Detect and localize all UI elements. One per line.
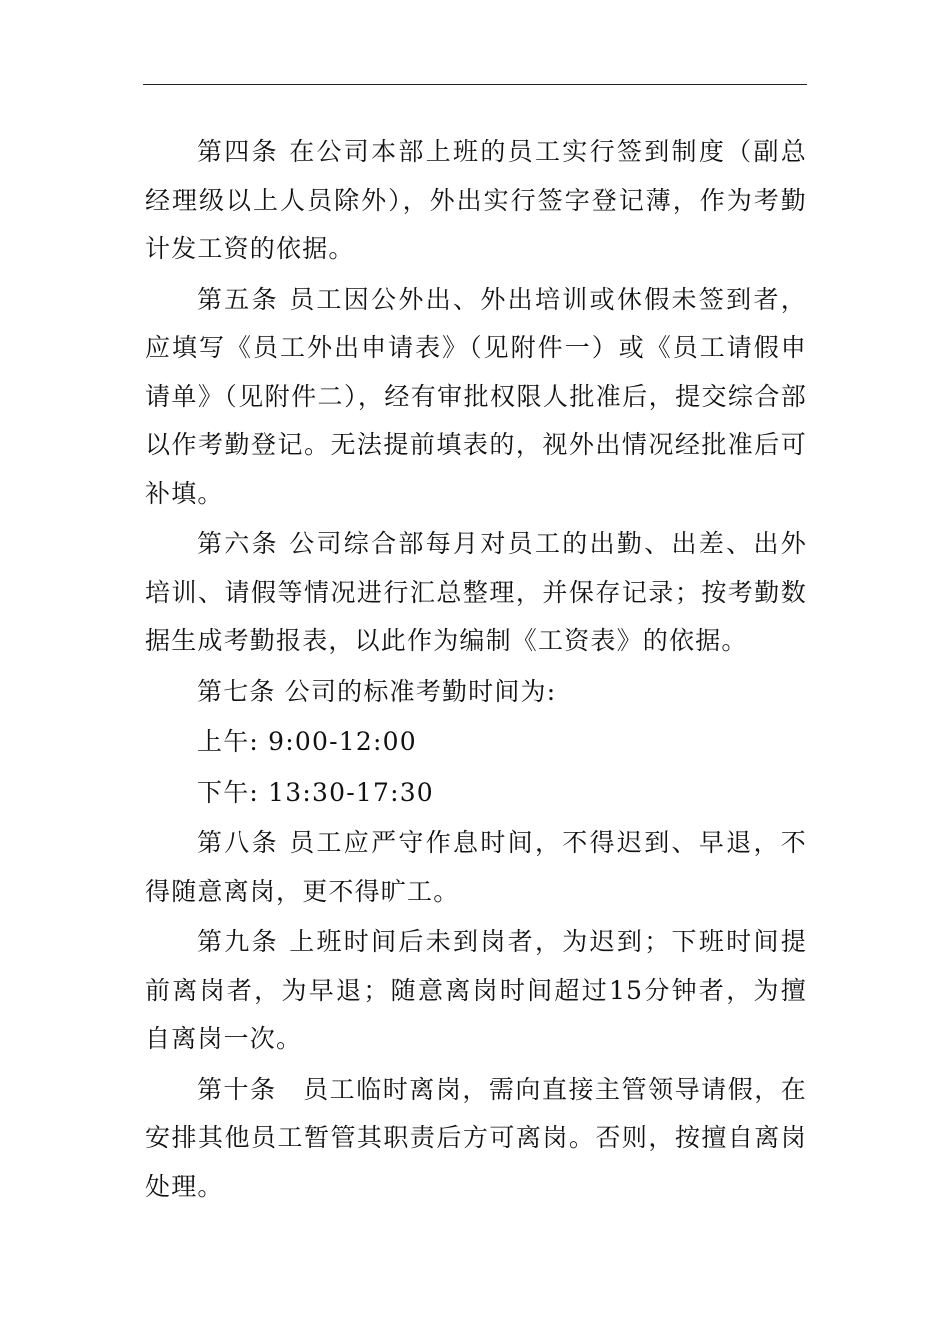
article-7-paragraph: 第七条 公司的标准考勤时间为: xyxy=(197,676,557,706)
article-6-paragraph: 第六条 公司综合部每月对员工的出勤、出差、出外培训、请假等情况进行汇总整理，并保存记录；按考勤数据生成考勤报表，以此作为编制《工资表》的依据。 xyxy=(145,529,807,655)
article-9-paragraph: 第九条 上班时间后未到岗者，为迟到；下班时间提前离岗者，为早退；随意离岗时间超过15分钟者，为擅自离岗一次。 xyxy=(145,927,807,1053)
article-10-paragraph: 第十条 员工临时离岗，需向直接主管领导请假，在安排其他员工暂管其职责后方可离岗。否则，按擅自离岗处理。 xyxy=(145,1074,807,1201)
header-rule xyxy=(143,84,807,85)
article-8-paragraph: 第八条 员工应严守作息时间，不得迟到、早退，不得随意离岗，更不得旷工。 xyxy=(145,828,807,906)
afternoon-hours-line: 下午: 13:30-17:30 xyxy=(197,777,434,807)
article-5-paragraph: 第五条 员工因公外出、外出培训或休假未签到者，应填写《员工外出申请表》（见附件一）或《员工请假申请单》（见附件二），经有审批权限人批准后，提交综合部以作考勤登记。无法提前填表的，视外出情况经批准后可补填。 xyxy=(145,284,807,508)
article-4-paragraph: 第四条 在公司本部上班的员工实行签到制度（副总经理级以上人员除外），外出实行签字登记薄，作为考勤计发工资的依据。 xyxy=(145,137,807,263)
morning-hours-line: 上午: 9:00-12:00 xyxy=(197,727,417,756)
document-body xyxy=(145,128,807,1211)
